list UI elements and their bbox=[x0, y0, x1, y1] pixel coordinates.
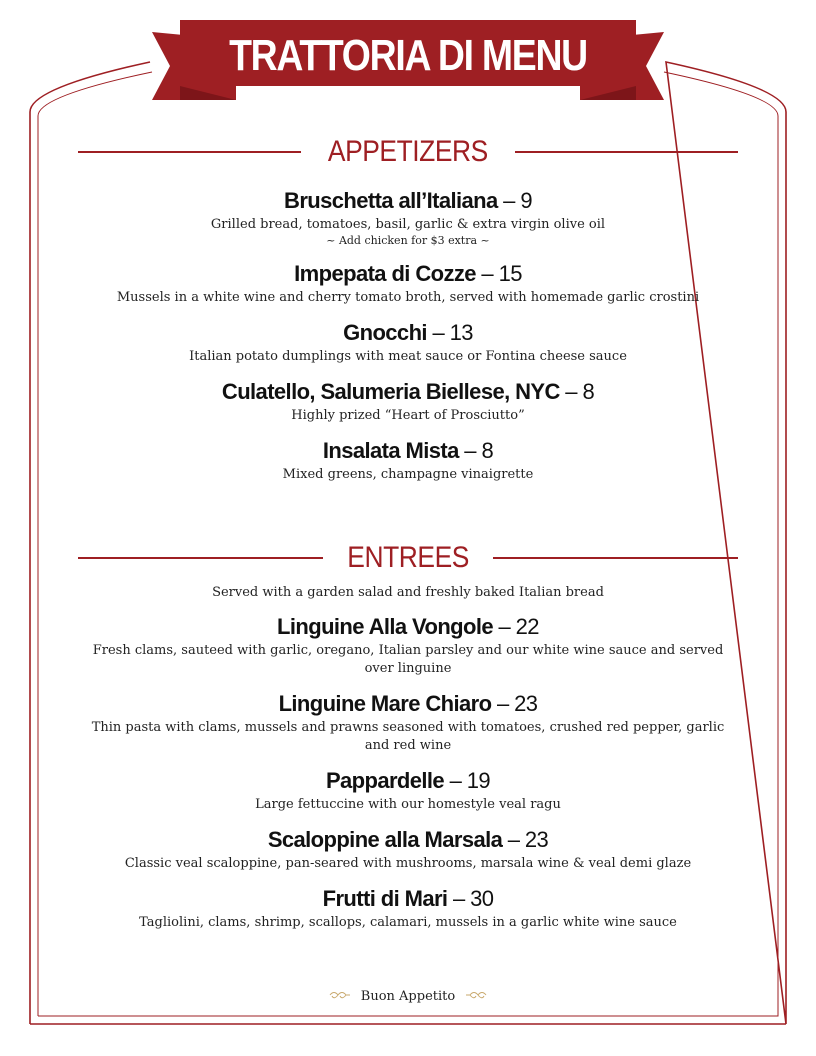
price-separator: – bbox=[449, 768, 462, 793]
entrees-heading bbox=[78, 538, 738, 578]
flourish-icon bbox=[329, 988, 351, 1004]
price-separator: – bbox=[452, 886, 465, 911]
menu-item-description: Classic veal scaloppine, pan-seared with mushrooms, marsala wine & veal demi glaze bbox=[124, 856, 692, 871]
divider-line bbox=[78, 151, 301, 153]
menu-item bbox=[80, 825, 736, 873]
menu-item-name: Bruschetta all’Italiana bbox=[284, 188, 498, 213]
menu-item-price: 15 bbox=[498, 261, 522, 286]
menu-item-name: Gnocchi bbox=[343, 320, 427, 345]
menu-item bbox=[80, 259, 736, 307]
menu-item-price: 8 bbox=[582, 379, 595, 404]
menu-item-title bbox=[80, 884, 736, 914]
menu-item bbox=[80, 377, 736, 425]
menu-item bbox=[80, 884, 736, 932]
menu-item-description: Highly prized “Heart of Prosciutto” bbox=[291, 408, 525, 423]
menu-item-name: Impepata di Cozze bbox=[294, 261, 476, 286]
menu-item-description: Mussels in a white wine and cherry tomato broth, served with homemade garlic crostini bbox=[116, 290, 700, 305]
appetizer-list bbox=[80, 186, 736, 495]
menu-item-price: 23 bbox=[514, 691, 538, 716]
menu-item-description: Large fettuccine with our homestyle veal ragu bbox=[255, 797, 561, 812]
menu-item-price: 8 bbox=[481, 438, 494, 463]
price-separator: – bbox=[565, 379, 577, 404]
menu-item-description: Grilled bread, tomatoes, basil, garlic & extra virgin olive oil bbox=[210, 217, 606, 232]
entree-list bbox=[80, 584, 736, 943]
menu-item-price: 22 bbox=[515, 614, 539, 639]
menu-item-extra: ~ Add chicken for $3 extra ~ bbox=[326, 234, 490, 247]
price-separator: – bbox=[481, 261, 494, 286]
menu-item-description: Thin pasta with clams, mussels and prawns seasoned with tomatoes, crushed red pepper, garlic and red wine bbox=[91, 720, 725, 753]
menu-item bbox=[80, 612, 736, 678]
menu-item-description: Fresh clams, sauteed with garlic, oregano, Italian parsley and our white wine sauce and served over linguine bbox=[92, 643, 724, 676]
price-separator: – bbox=[507, 827, 520, 852]
menu-item-title bbox=[80, 186, 736, 216]
menu-item-title bbox=[80, 612, 736, 642]
menu-item-title bbox=[80, 766, 736, 796]
menu-item bbox=[80, 766, 736, 814]
menu-item-name: Culatello, Salumeria Biellese, NYC bbox=[221, 379, 560, 404]
menu-item-price: 19 bbox=[466, 768, 491, 793]
appetizers-heading bbox=[78, 132, 738, 172]
menu-item-price: 23 bbox=[524, 827, 549, 852]
menu-item bbox=[80, 689, 736, 755]
menu-item-name: Linguine Mare Chiaro bbox=[278, 691, 492, 716]
menu-item-price: 30 bbox=[470, 886, 494, 911]
divider-line bbox=[493, 557, 738, 559]
menu-item-name: Scaloppine alla Marsala bbox=[267, 827, 503, 852]
divider-line bbox=[515, 151, 738, 153]
menu-item-title bbox=[80, 689, 736, 719]
menu-item-price: 9 bbox=[520, 188, 532, 213]
section-title: ENTREES bbox=[347, 541, 469, 574]
menu-item-name: Insalata Mista bbox=[322, 438, 459, 463]
menu-item-title bbox=[80, 259, 736, 289]
price-separator: – bbox=[464, 438, 476, 463]
menu-item-name: Frutti di Mari bbox=[322, 886, 448, 911]
menu-item-title bbox=[80, 436, 736, 466]
footer-text: Buon Appetito bbox=[360, 988, 456, 1004]
divider-line bbox=[78, 557, 323, 559]
menu-item-title bbox=[80, 377, 736, 407]
menu-item-title bbox=[80, 318, 736, 348]
menu-item-name: Linguine Alla Vongole bbox=[277, 614, 493, 639]
section-title: APPETIZERS bbox=[328, 135, 488, 168]
entree-note: Served with a garden salad and freshly baked Italian bread bbox=[212, 585, 604, 600]
menu-item bbox=[80, 436, 736, 484]
menu-item-description: Mixed greens, champagne vinaigrette bbox=[282, 467, 534, 482]
menu-item bbox=[80, 186, 736, 248]
price-separator: – bbox=[432, 320, 445, 345]
menu-item-title bbox=[80, 825, 736, 855]
price-separator: – bbox=[503, 188, 515, 213]
menu-item-price: 13 bbox=[449, 320, 473, 345]
price-separator: – bbox=[497, 691, 509, 716]
footer bbox=[0, 988, 816, 1004]
menu-item bbox=[80, 318, 736, 366]
menu-item-name: Pappardelle bbox=[325, 768, 445, 793]
flourish-icon bbox=[465, 988, 487, 1004]
price-separator: – bbox=[498, 614, 511, 639]
menu-item-description: Italian potato dumplings with meat sauce or Fontina cheese sauce bbox=[189, 349, 627, 364]
menu-item-description: Tagliolini, clams, shrimp, scallops, calamari, mussels in a garlic white wine sauce bbox=[139, 915, 677, 930]
menu-title: TRATTORIA DI MENU bbox=[229, 31, 587, 80]
